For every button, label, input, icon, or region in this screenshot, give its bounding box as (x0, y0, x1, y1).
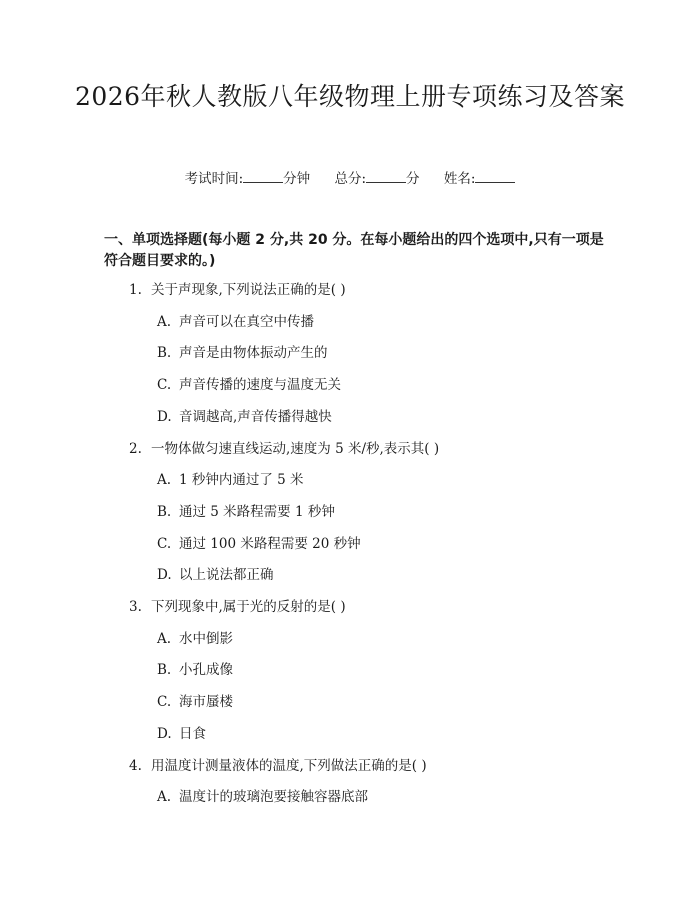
option-b (157, 344, 328, 362)
option-text: 声音传播的速度与温度无关 (179, 377, 341, 394)
option-d (157, 566, 274, 584)
question-stem: 下列现象中,属于光的反射的是( ) (151, 599, 346, 615)
student-name-blank (475, 170, 515, 183)
option-d (157, 725, 206, 743)
question-number: 4. (129, 757, 142, 774)
exam-info-line (0, 170, 700, 188)
option-letter: C. (157, 535, 172, 552)
option-letter: A. (157, 630, 172, 647)
total-score-blank (366, 170, 406, 183)
option-a (157, 788, 368, 806)
option-text: 日食 (179, 725, 206, 742)
question-4 (129, 757, 427, 775)
exam-time-unit: 分钟 (283, 171, 311, 187)
exam-time (185, 171, 315, 187)
option-letter: D. (157, 567, 172, 584)
student-name (444, 171, 516, 187)
option-text: 通过 100 米路程需要 20 秒钟 (179, 535, 361, 552)
exam-time-blank (243, 170, 283, 183)
option-text: 1 秒钟内通过了 5 米 (179, 472, 304, 489)
page-title: 2026年秋人教版八年级物理上册专项练习及答案 (74, 82, 626, 111)
option-c (157, 376, 341, 394)
question-stem: 关于声现象,下列说法正确的是( ) (151, 282, 346, 298)
question-3 (129, 598, 346, 616)
option-text: 海市蜃楼 (179, 694, 233, 711)
question-stem: 用温度计测量液体的温度,下列做法正确的是( ) (151, 757, 427, 774)
exam-time-label: 考试时间: (184, 171, 244, 187)
option-letter: B. (157, 662, 172, 679)
option-letter: B. (157, 345, 172, 362)
section-heading: 一、单项选择题(每小题 2 分,共 20 分。在每小题给出的四个选项中,只有一项是符合题目要求的。) (104, 232, 604, 269)
option-letter: B. (157, 503, 172, 520)
option-letter: A. (157, 313, 172, 330)
question-2 (129, 440, 439, 458)
option-d (157, 408, 332, 426)
option-c (157, 693, 233, 711)
option-text: 小孔成像 (179, 662, 233, 679)
question-number: 1. (129, 282, 142, 298)
option-c (157, 535, 361, 553)
option-letter: D. (157, 725, 172, 742)
option-a (157, 471, 304, 489)
option-letter: C. (157, 694, 172, 711)
total-score-unit: 分 (406, 171, 420, 187)
option-text: 以上说法都正确 (179, 567, 274, 584)
option-text: 温度计的玻璃泡要接触容器底部 (179, 789, 368, 806)
student-name-label: 姓名: (443, 171, 476, 187)
option-b (157, 503, 335, 521)
question-number: 2. (129, 440, 142, 457)
question-stem: 一物体做匀速直线运动,速度为 5 米/秒,表示其( ) (151, 440, 440, 457)
total-score (334, 171, 423, 187)
option-letter: A. (157, 789, 172, 806)
option-letter: A. (157, 472, 172, 489)
question-number: 3. (129, 599, 142, 615)
option-letter: C. (157, 377, 172, 394)
option-text: 声音可以在真空中传播 (179, 313, 314, 330)
option-a (157, 313, 314, 331)
question-1 (129, 281, 346, 299)
total-score-label: 总分: (334, 171, 367, 187)
option-text: 音调越高,声音传播得越快 (179, 408, 332, 425)
option-b (157, 661, 233, 679)
option-text: 水中倒影 (179, 630, 233, 647)
option-text: 通过 5 米路程需要 1 秒钟 (179, 503, 335, 520)
option-letter: D. (157, 408, 172, 425)
option-a (157, 630, 233, 648)
option-text: 声音是由物体振动产生的 (179, 345, 328, 362)
